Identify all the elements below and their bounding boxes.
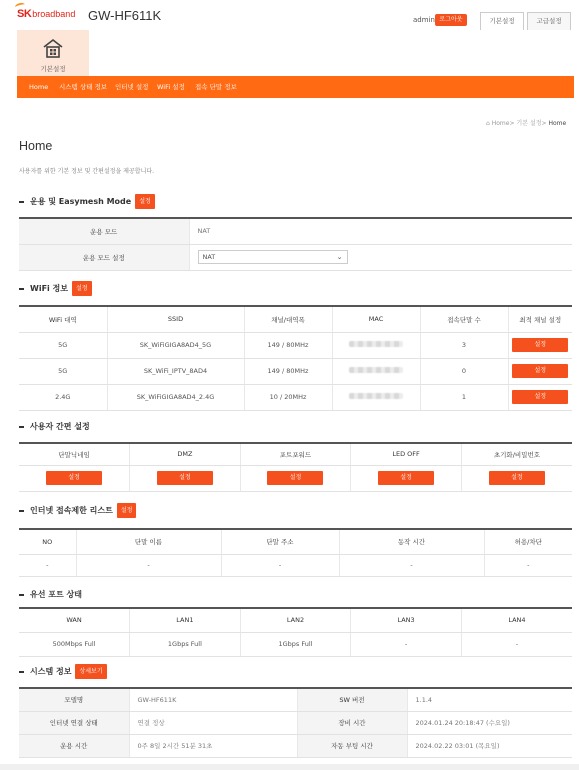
quick-cell: [19, 465, 130, 491]
restrict-cell: -: [484, 554, 572, 576]
section-dash: [19, 594, 24, 596]
model-name: GW-HF611K: [88, 8, 162, 23]
operation-mode-cell: [189, 244, 572, 270]
column-header: 허용/차단: [484, 529, 572, 554]
table-header-row: [19, 529, 572, 554]
column-header: 단말 주소: [221, 529, 339, 554]
system-value: 2024.02.22 03:01 (목요일): [407, 734, 572, 757]
user-name: admin: [413, 16, 435, 24]
select-value: NAT: [202, 253, 216, 261]
wifi-settings-button[interactable]: 설정: [72, 281, 92, 296]
operation-mode-label: 운용 모드: [19, 218, 189, 244]
section-title-restriction-list: [19, 503, 136, 518]
section-label: 시스템 정보: [30, 667, 72, 676]
wifi-optimal-cell: [508, 332, 572, 358]
port-value: -: [461, 632, 572, 656]
breadcrumb-home-icon: ⌂: [486, 120, 490, 127]
column-header: LED OFF: [351, 443, 462, 465]
table-row: [19, 632, 572, 656]
section-title-operation: [19, 194, 155, 209]
mac-redacted: [349, 367, 403, 373]
device-nickname-button[interactable]: 설정: [46, 471, 102, 485]
column-header: LAN4: [461, 608, 572, 632]
wifi-client-count: 3: [420, 332, 508, 358]
wifi-band: 5G: [19, 358, 107, 384]
table-header-row: [19, 443, 572, 465]
column-header: LAN3: [351, 608, 462, 632]
section-dash: [19, 671, 24, 673]
wifi-client-count: 0: [420, 358, 508, 384]
breadcrumb-sep: >: [541, 120, 547, 127]
optimal-channel-button[interactable]: 설정: [512, 390, 568, 404]
port-value: 1Gbps Full: [240, 632, 351, 656]
port-value: 500Mbps Full: [19, 632, 130, 656]
sk-broadband-logo[interactable]: [17, 8, 75, 24]
port-value: -: [351, 632, 462, 656]
system-value: 0주 8일 2시간 51분 31초: [129, 734, 297, 757]
restrict-cell: -: [339, 554, 484, 576]
quick-cell: [351, 465, 462, 491]
restrict-cell: -: [19, 554, 76, 576]
mac-redacted: [349, 341, 403, 347]
column-header: LAN2: [240, 608, 351, 632]
table-row: [19, 358, 572, 384]
breadcrumb: [486, 118, 566, 127]
system-value: 2024.01.24 20:18:47 (수요일): [407, 711, 572, 734]
section-label: 유선 포트 상태: [30, 590, 82, 599]
quick-settings-table: [19, 442, 572, 492]
operation-mode-setting-label: 운용 모드 설정: [19, 244, 189, 270]
wifi-mac-cell: [332, 358, 420, 384]
tab-basic-settings[interactable]: 기본설정: [480, 12, 524, 30]
operation-table: [19, 217, 572, 271]
breadcrumb-mid[interactable]: 기본 설정: [516, 120, 542, 127]
section-label: 운용 및 Easymesh Mode: [30, 197, 132, 206]
system-value: 연결 정상: [129, 711, 297, 734]
table-row: [19, 711, 572, 734]
table-row: [19, 734, 572, 757]
wifi-channel: 149 / 80MHz: [244, 358, 332, 384]
main-nav: [17, 76, 574, 98]
system-detail-button[interactable]: 상세보기: [75, 664, 106, 679]
column-header: WAN: [19, 608, 130, 632]
section-dash: [19, 201, 24, 203]
operation-mode-value: NAT: [189, 218, 572, 244]
menu-tile-basic-settings[interactable]: [17, 30, 89, 76]
wifi-ssid: SK_WiFiGIGA8AD4_5G: [107, 332, 244, 358]
column-header: 채널/대역폭: [244, 306, 332, 332]
system-label: 자동 부팅 시간: [297, 734, 407, 757]
page-description: 사용자를 위한 기본 정보 및 간편설정을 제공합니다.: [19, 168, 155, 175]
nav-item-system-status[interactable]: 시스템 상태 정보: [59, 83, 108, 91]
section-label: 사용자 간편 설정: [30, 422, 90, 431]
table-row: [19, 244, 572, 270]
table-row: [19, 465, 572, 491]
nav-item-connected-devices[interactable]: 접속 단말 정보: [195, 83, 237, 91]
system-info-table: [19, 687, 572, 758]
restriction-table: [19, 528, 572, 577]
breadcrumb-home[interactable]: Home: [491, 120, 510, 127]
reset-password-button[interactable]: 설정: [489, 471, 545, 485]
section-title-system-info: [19, 664, 107, 679]
wifi-ssid: SK_WiFi_IPTV_8AD4: [107, 358, 244, 384]
wifi-band: 2.4G: [19, 384, 107, 410]
section-title-quick-settings: [19, 421, 90, 432]
system-label: 장비 시간: [297, 711, 407, 734]
section-dash: [19, 510, 24, 512]
logo-sk-text: SK: [17, 8, 32, 20]
restrict-cell: -: [221, 554, 339, 576]
table-row: [19, 688, 572, 711]
quick-cell: [240, 465, 351, 491]
table-row: [19, 554, 572, 576]
quick-cell: [461, 465, 572, 491]
column-header: 단말닉네임: [19, 443, 130, 465]
table-row: [19, 384, 572, 410]
column-header: 접속단말 수: [420, 306, 508, 332]
quick-cell: [130, 465, 241, 491]
wifi-mac-cell: [332, 332, 420, 358]
system-label: SW 버전: [297, 688, 407, 711]
table-row: [19, 332, 572, 358]
page-title: Home: [19, 139, 53, 153]
system-value: 1.1.4: [407, 688, 572, 711]
optimal-channel-button[interactable]: 설정: [512, 338, 568, 352]
wifi-channel: 149 / 80MHz: [244, 332, 332, 358]
logout-button[interactable]: 로그아웃: [435, 14, 467, 26]
system-label: 운용 시간: [19, 734, 129, 757]
column-header: DMZ: [130, 443, 241, 465]
table-header-row: [19, 608, 572, 632]
table-header-row: [19, 306, 572, 332]
table-row: [19, 218, 572, 244]
operation-settings-button[interactable]: 설정: [135, 194, 155, 209]
port-value: 1Gbps Full: [130, 632, 241, 656]
section-title-wifi: [19, 281, 92, 296]
column-header: LAN1: [130, 608, 241, 632]
led-off-button[interactable]: 설정: [378, 471, 434, 485]
column-header: 포트포워드: [240, 443, 351, 465]
restrict-cell: -: [76, 554, 221, 576]
column-header: 단말 이름: [76, 529, 221, 554]
column-header: MAC: [332, 306, 420, 332]
wifi-ssid: SK_WiFiGIGA8AD4_2.4G: [107, 384, 244, 410]
breadcrumb-current: Home: [548, 120, 567, 127]
section-title-port-status: [19, 589, 82, 600]
restriction-settings-button[interactable]: 설정: [117, 503, 137, 518]
wifi-optimal-cell: [508, 358, 572, 384]
menu-tile-label: 기본설정: [40, 65, 66, 73]
home-icon: [42, 37, 64, 59]
column-header: 최적 채널 설정: [508, 306, 572, 332]
nav-item-internet-settings[interactable]: 인터넷 설정: [115, 83, 149, 91]
column-header: NO: [19, 529, 76, 554]
chevron-down-icon: ⌄: [336, 253, 343, 261]
nav-item-wifi-settings[interactable]: WiFi 설정: [157, 83, 185, 91]
optimal-channel-button[interactable]: 설정: [512, 364, 568, 378]
column-header: 동작 시간: [339, 529, 484, 554]
wifi-band: 5G: [19, 332, 107, 358]
operation-mode-select[interactable]: [198, 250, 348, 264]
wifi-optimal-cell: [508, 384, 572, 410]
breadcrumb-sep: >: [509, 120, 515, 127]
wifi-client-count: 1: [420, 384, 508, 410]
section-dash: [19, 288, 24, 290]
logo-broadband-text: broadband: [32, 9, 76, 19]
nav-item-home[interactable]: Home: [29, 83, 49, 91]
column-header: WiFi 대역: [19, 306, 107, 332]
port-status-table: [19, 607, 572, 657]
wifi-mac-cell: [332, 384, 420, 410]
section-label: 인터넷 접속제한 리스트: [30, 506, 113, 515]
section-dash: [19, 426, 24, 428]
section-label: WiFi 정보: [30, 284, 69, 293]
horizontal-scrollbar[interactable]: [0, 764, 579, 770]
port-forward-button[interactable]: 설정: [267, 471, 323, 485]
header: [0, 0, 579, 30]
column-header: SSID: [107, 306, 244, 332]
tab-advanced-settings[interactable]: 고급설정: [527, 12, 571, 30]
system-label: 모델명: [19, 688, 129, 711]
mac-redacted: [349, 393, 403, 399]
system-value: GW-HF611K: [129, 688, 297, 711]
column-header: 초기화/비밀번호: [461, 443, 572, 465]
wifi-channel: 10 / 20MHz: [244, 384, 332, 410]
system-label: 인터넷 연결 상태: [19, 711, 129, 734]
wifi-table: [19, 305, 572, 411]
dmz-button[interactable]: 설정: [157, 471, 213, 485]
